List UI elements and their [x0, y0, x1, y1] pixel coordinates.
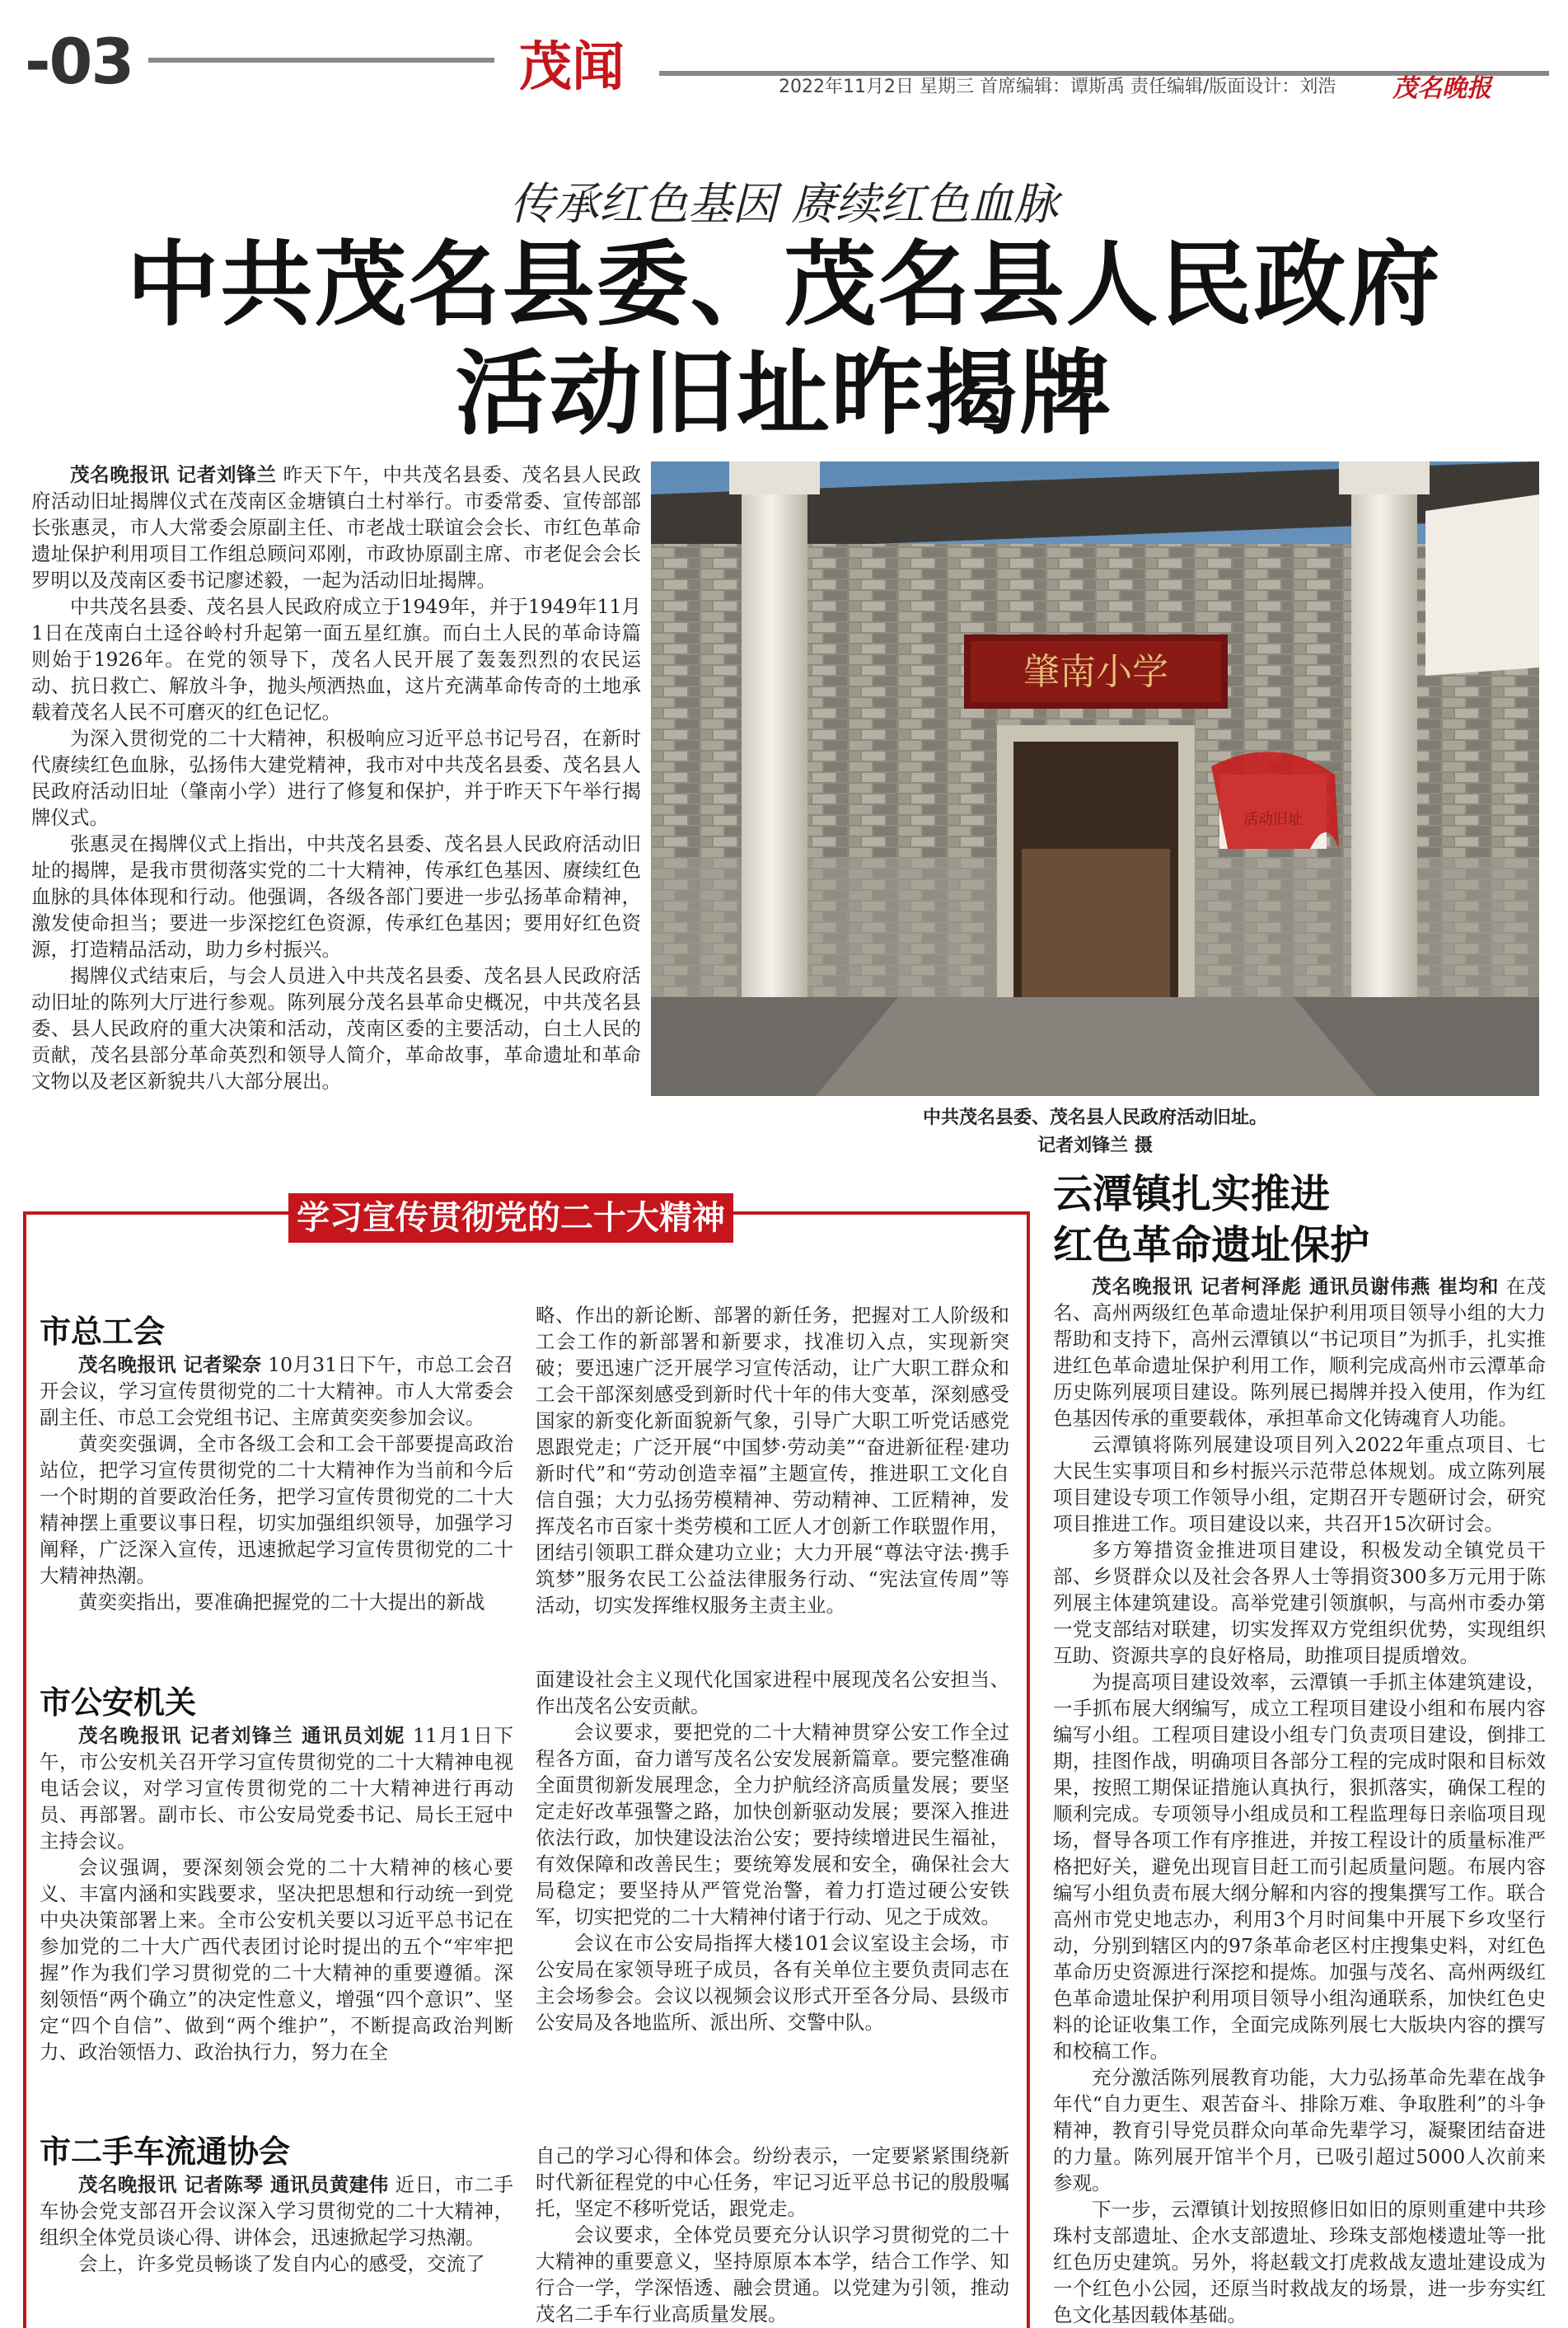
paragraph-text: 近日，市二手车协会党支部召开会议深入学习贯彻党的二十大精神，组织全体党员谈心得、讲体会，迅速掀起学习热潮。 — [40, 2173, 513, 2249]
subsection-title: 市二手车流通协会 — [40, 2134, 291, 2170]
headline-kicker: 传承红色基因 赓续红色血脉 — [509, 178, 1059, 230]
subsection-paragraph — [40, 2171, 513, 2251]
subsection-title: 市公安机关 — [40, 1684, 197, 1721]
subsection-paragraph: 会议要求，要把党的二十大精神贯穿公安工作全过程各方面，奋力谱写茂名公安发展新篇章。要完整准确全面贯彻新发展理念，全力护航经济高质量发展；要坚定走好改革强警之路，加快创新驱动发展；要深入推进依法行政，加快建设法治公安；要持续增进民生福祉，有效保障和改善民生；要统筹发展和安全，确保社会大局稳定；要坚持从严管党治警，着力打造过硬公安铁军，切实把党的二十大精神付诸于行动、见之于成效。 — [536, 1721, 1009, 1928]
main-story-paragraph — [31, 461, 641, 593]
right-story-paragraph — [1053, 1273, 1546, 1431]
subsection-paragraph — [40, 1722, 513, 1854]
byline: 茂名晚报讯 记者梁奈 — [78, 1353, 262, 1376]
photo-sign-text: 肇南小学 — [1023, 651, 1168, 693]
main-headline — [0, 231, 1568, 448]
subsection-paragraph — [40, 1351, 513, 1431]
right-story-headline — [1053, 1169, 1547, 1271]
byline: 茂名晚报讯 记者柯泽彪 通讯员谢伟燕 崔均和 — [1092, 1275, 1500, 1298]
paragraph-text: 10月31日下午，市总工会召开会议，学习宣传贯彻党的二十大精神。市人大常委会副主任、市总工会党组书记、主席黄奕奕参加会议。 — [40, 1353, 513, 1429]
photo-caption — [651, 1104, 1539, 1160]
subsection-body-right — [536, 1302, 1009, 1618]
subsection-paragraph: 会议要求，全体党员要充分认识学习贯彻党的二十大精神的重要意义，坚持原原本本学，结合工作学、知行合一学，学深悟透、融会贯通。以党建为引领，推动茂名二手车行业高质量发展。 — [536, 2223, 1009, 2326]
subsection-body-left — [40, 1722, 513, 2065]
subsection-body-left — [40, 1351, 513, 1615]
newspaper-logo: 茂名晚报 — [1392, 74, 1491, 103]
subsection-title: 市总工会 — [40, 1314, 166, 1350]
subsection-paragraph: 面建设社会主义现代化国家进程中展现茂名公安担当、作出茂名公安贡献。 — [536, 1668, 1009, 1717]
caption-line-2: 记者刘锋兰 摄 — [1037, 1136, 1153, 1156]
paragraph-text: 昨天下午，中共茂名县委、茂名县人民政府活动旧址揭牌仪式在茂南区金塘镇白土村举行。市委常委、宣传部部长张惠灵，市人大常委会原副主任、市老战士联谊会会长、市红色革命遗址保护利用项目工作组总顾问邓刚，市政协原副主席、市老促会会长罗明以及茂南区委书记廖述毅，一起为活动旧址揭牌。 — [31, 463, 641, 592]
subsection-body-right — [536, 1666, 1009, 2035]
subsection-paragraph: 会上，许多党员畅谈了发自内心的感受，交流了 — [78, 2252, 485, 2275]
page-number: -03 — [25, 25, 133, 98]
paragraph-text: 在茂名、高州两级红色革命遗址保护利用项目领导小组的大力帮助和支持下，高州云潭镇以“书记项目”为抓手，扎实推进红色革命遗址保护利用工作，顺利完成高州市云潭革命历史陈列展项目建设。陈列展已揭牌并投入使用，作为红色基因传承的重要载体，承担革命文化铸魂育人功能。 — [1053, 1275, 1546, 1430]
subsection-body-left — [40, 2171, 513, 2277]
headline-line-2: 活动旧址昨揭牌 — [455, 340, 1113, 447]
byline: 茂名晚报讯 记者陈琴 通讯员黄建伟 — [78, 2173, 389, 2196]
right-story-paragraph: 为提高项目建设效率，云潭镇一手抓主体建筑建设，一手抓布展大纲编写，成立工程项目建设小组和布展内容编写小组。工程项目建设小组专门负责项目建设，倒排工期，挂图作战，明确项目各部分工程的完成时限和目标效果，按照工期保证措施认真执行，狠抓落实，确保工程的顺利完成。专项领导小组成员和工程监理每日亲临项目现场，督导各项工作有序推进，并按工程设计的质量标准严格把好关，避免出现盲目赶工而引起质量问题。布展内容编写小组负责布展大纲分解和内容的搜集撰写工作。联合高州市党史地志办，利用3个月时间集中开展下乡攻坚行动，分别到辖区内的97条革命老区村庄搜集史料，对红色革命历史资源进行深挖和提炼。加强与茂名、高州两级红色革命遗址保护利用项目领导小组沟通联系，加快红色史料的论证收集工作，全面完成陈列展七大版块内容的撰写和校稿工作。 — [1053, 1670, 1546, 2063]
subsection-paragraph: 自己的学习心得和体会。纷纷表示，一定要紧紧围绕新时代新征程党的中心任务，牢记习近平总书记的殷殷嘱托，坚定不移听党话，跟党走。 — [536, 2144, 1009, 2220]
main-story-paragraph: 张惠灵在揭牌仪式上指出，中共茂名县委、茂名县人民政府活动旧址的揭牌，是我市贯彻落实党的二十大精神，传承红色基因、赓续红色血脉的具体体现和行动。他强调，各级各部门要进一步弘扬革命精神，激发使命担当；要进一步深挖红色资源，传承红色基因；要用好红色资源，打造精品活动，助力乡村振兴。 — [31, 832, 641, 961]
main-story-paragraph: 为深入贯彻党的二十大精神，积极响应习近平总书记号召，在新时代赓续红色血脉，弘扬伟大建党精神，我市对中共茂名县委、茂名县人民政府活动旧址（肇南小学）进行了修复和保护，并于昨天下午举行揭牌仪式。 — [31, 727, 641, 829]
subsection-paragraph: 黄奕奕强调，全市各级工会和工会干部要提高政治站位，把学习宣传贯彻党的二十大精神作为当前和今后一个时期的首要政治任务，把学习宣传贯彻党的二十大精神摆上重要议事日程，切实加强组织领导，加强学习阐释，广泛深入宣传，迅速掀起学习宣传贯彻党的二十大精神热潮。 — [40, 1432, 513, 1587]
right-story-body — [1053, 1273, 1546, 2328]
byline: 茂名晚报讯 记者刘锋兰 通讯员刘妮 — [78, 1724, 405, 1747]
main-story-paragraph: 中共茂名县委、茂名县人民政府成立于1949年，并于1949年11月1日在茂南白土迳谷岭村升起第一面五星红旗。而白土人民的革命诗篇则始于1926年。在党的领导下，茂名人民开展了轰轰烈烈的农民运动、抗日救亡、解放斗争，抛头颅洒热血，这片充满革命传奇的土地承载着茂名人民不可磨灭的红色记忆。 — [31, 595, 641, 724]
right-headline-line-2: 红色革命遗址保护 — [1053, 1222, 1370, 1268]
right-story-paragraph: 云潭镇将陈列展建设项目列入2022年重点项目、七大民生实事项目和乡村振兴示范带总体规划。成立陈列展项目建设专项工作领导小组，定期召开专题研讨会，研究项目推进工作。项目建设以来，共召开15次研讨会。 — [1053, 1433, 1546, 1535]
byline: 茂名晚报讯 记者刘锋兰 — [70, 463, 277, 486]
special-section-banner: 学习宣传贯彻党的二十大精神 — [288, 1193, 733, 1243]
subsection-paragraph: 会议强调，要深刻领会党的二十大精神的核心要义、丰富内涵和实践要求，坚决把思想和行动统一到党中央决策部署上来。全市公安机关要以习近平总书记在参加党的二十大广西代表团讨论时提出的五个“牢牢把握”作为我们学习贯彻党的二十大精神的重要遵循。深刻领悟“两个确立”的决定性意义，增强“四个意识”、坚定“四个自信”、做到“两个维护”，不断提高政治判断力、政治领悟力、政治执行力，努力在全 — [40, 1856, 513, 2063]
photo-illustration — [651, 461, 1539, 1096]
right-story-paragraph: 多方筹措资金推进项目建设，积极发动全镇党员干部、乡贤群众以及社会各界人士等捐资300多万元用于陈列展主体建筑建设。高举党建引领旗帜，与高州市委办第一党支部结对联建，切实发挥双方党组织优势，实现组织互助、资源共享的良好格局，助推项目提质增效。 — [1053, 1539, 1546, 1667]
subsection-body-right — [536, 2143, 1009, 2327]
section-name: 茂闻 — [519, 37, 625, 98]
issue-meta: 2022年11月2日 星期三 首席编辑：谭斯禹 责任编辑/版面设计：刘浩 — [779, 77, 1336, 97]
news-photo — [651, 461, 1539, 1096]
main-story-body — [31, 461, 641, 1094]
caption-line-1: 中共茂名县委、茂名县人民政府活动旧址。 — [922, 1108, 1267, 1128]
paragraph-text: 11月1日下午，市公安机关召开学习宣传贯彻党的二十大精神电视电话会议，对学习宣传贯彻党的二十大精神进行再动员、再部署。副市长、市公安局党委书记、局长王冠中主持会议。 — [40, 1724, 513, 1853]
main-story-paragraph: 揭牌仪式结束后，与会人员进入中共茂名县委、茂名县人民政府活动旧址的陈列大厅进行参观。陈列展分茂名县革命史概况，中共茂名县委、县人民政府的重大决策和活动，茂南区委的主要活动，白土人民的贡献，茂名县部分革命英烈和领导人简介，革命故事，革命遗址和革命文物以及老区新貌共八大部分展出。 — [31, 964, 641, 1093]
right-story-paragraph: 下一步，云潭镇计划按照修旧如旧的原则重建中共珍珠村支部遗址、企水支部遗址、珍珠支部炮楼遗址等一批红色历史建筑。另外，将赵载文打虎救战友遗址建设成为一个红色小公园，还原当时救战友的场景，进一步夯实红色文化基因载体基础。 — [1053, 2198, 1546, 2326]
headline-line-1: 中共茂名县委、茂名县人民政府 — [126, 232, 1442, 339]
subsection-paragraph: 黄奕奕指出，要准确把握党的二十大提出的新战 — [78, 1590, 485, 1614]
subsection-paragraph: 会议在市公安局指挥大楼101会议室设主会场，市公安局在家领导班子成员，各有关单位主要负责同志在主会场参会。会议以视频会议形式开至各分局、县级市公安局及各地监所、派出所、交警中队。 — [536, 1932, 1009, 2034]
photo-plaque-text: 活动旧址 — [1243, 811, 1303, 828]
right-headline-line-1: 云潭镇扎实推进 — [1053, 1171, 1331, 1217]
right-story-paragraph: 充分激活陈列展教育功能，大力弘扬革命先辈在战争年代“自力更生、艰苦奋斗、排除万难、争取胜利”的斗争精神，教育引导党员群众向革命先辈学习，凝聚团结奋进的力量。陈列展开馆半个月，已吸引超过5000人次前来参观。 — [1053, 2066, 1546, 2195]
subsection-paragraph: 略、作出的新论断、部署的新任务，把握对工人阶级和工会工作的新部署和新要求，找准切入点，实现新突破；要迅速广泛开展学习宣传活动，让广大职工群众和工会干部深刻感受到新时代十年的伟大变革，深刻感受国家的新变化新面貌新气象，引导广大职工听党话感党恩跟党走；广泛开展“中国梦·劳动美”“奋进新征程·建功新时代”和“劳动创造幸福”主题宣传，推进职工文化自信自强；大力弘扬劳模精神、劳动精神、工匠精神，发挥茂名市百家十类劳模和工匠人才创新工作联盟作用，团结引领职工群众建功立业；大力开展“尊法守法·携手筑梦”服务农民工公益法律服务行动、“宪法宣传周”等活动，切实发挥维权服务主责主业。 — [536, 1304, 1009, 1617]
header-rule-left — [148, 58, 494, 63]
